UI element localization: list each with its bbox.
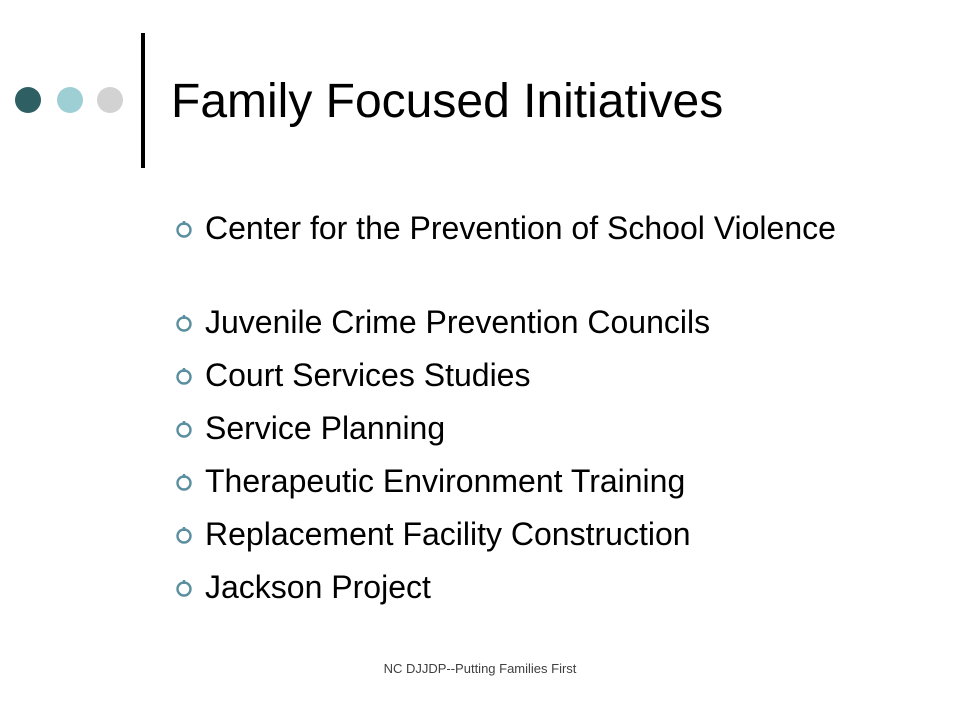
- list-item-text: Service Planning: [205, 410, 446, 446]
- list-item-text: Court Services Studies: [205, 357, 531, 393]
- ring-bullet-icon: [174, 367, 194, 387]
- list-item-text: Therapeutic Environment Training: [205, 463, 686, 499]
- list-item-text: Center for the Prevention of School Violence: [205, 210, 836, 246]
- ring-bullet-icon: [174, 420, 194, 440]
- ring-bullet-icon: [174, 579, 194, 599]
- ring-bullet-icon: [174, 473, 194, 493]
- slide-title: Family Focused Initiatives: [171, 75, 724, 128]
- ring-bullet-icon: [174, 526, 194, 546]
- list-item-text: Replacement Facility Construction: [205, 516, 691, 552]
- ring-bullet-icon: [174, 220, 194, 240]
- ring-bullet-icon: [174, 314, 194, 334]
- slide-footer: NC DJJDP--Putting Families First: [383, 661, 577, 676]
- list-item-text: Juvenile Crime Prevention Councils: [205, 304, 711, 340]
- list-item-text: Jackson Project: [205, 569, 431, 605]
- gray-dot: [97, 87, 123, 113]
- title-divider-line: [141, 33, 145, 168]
- dark-teal-dot: [15, 87, 41, 113]
- light-teal-dot: [57, 87, 83, 113]
